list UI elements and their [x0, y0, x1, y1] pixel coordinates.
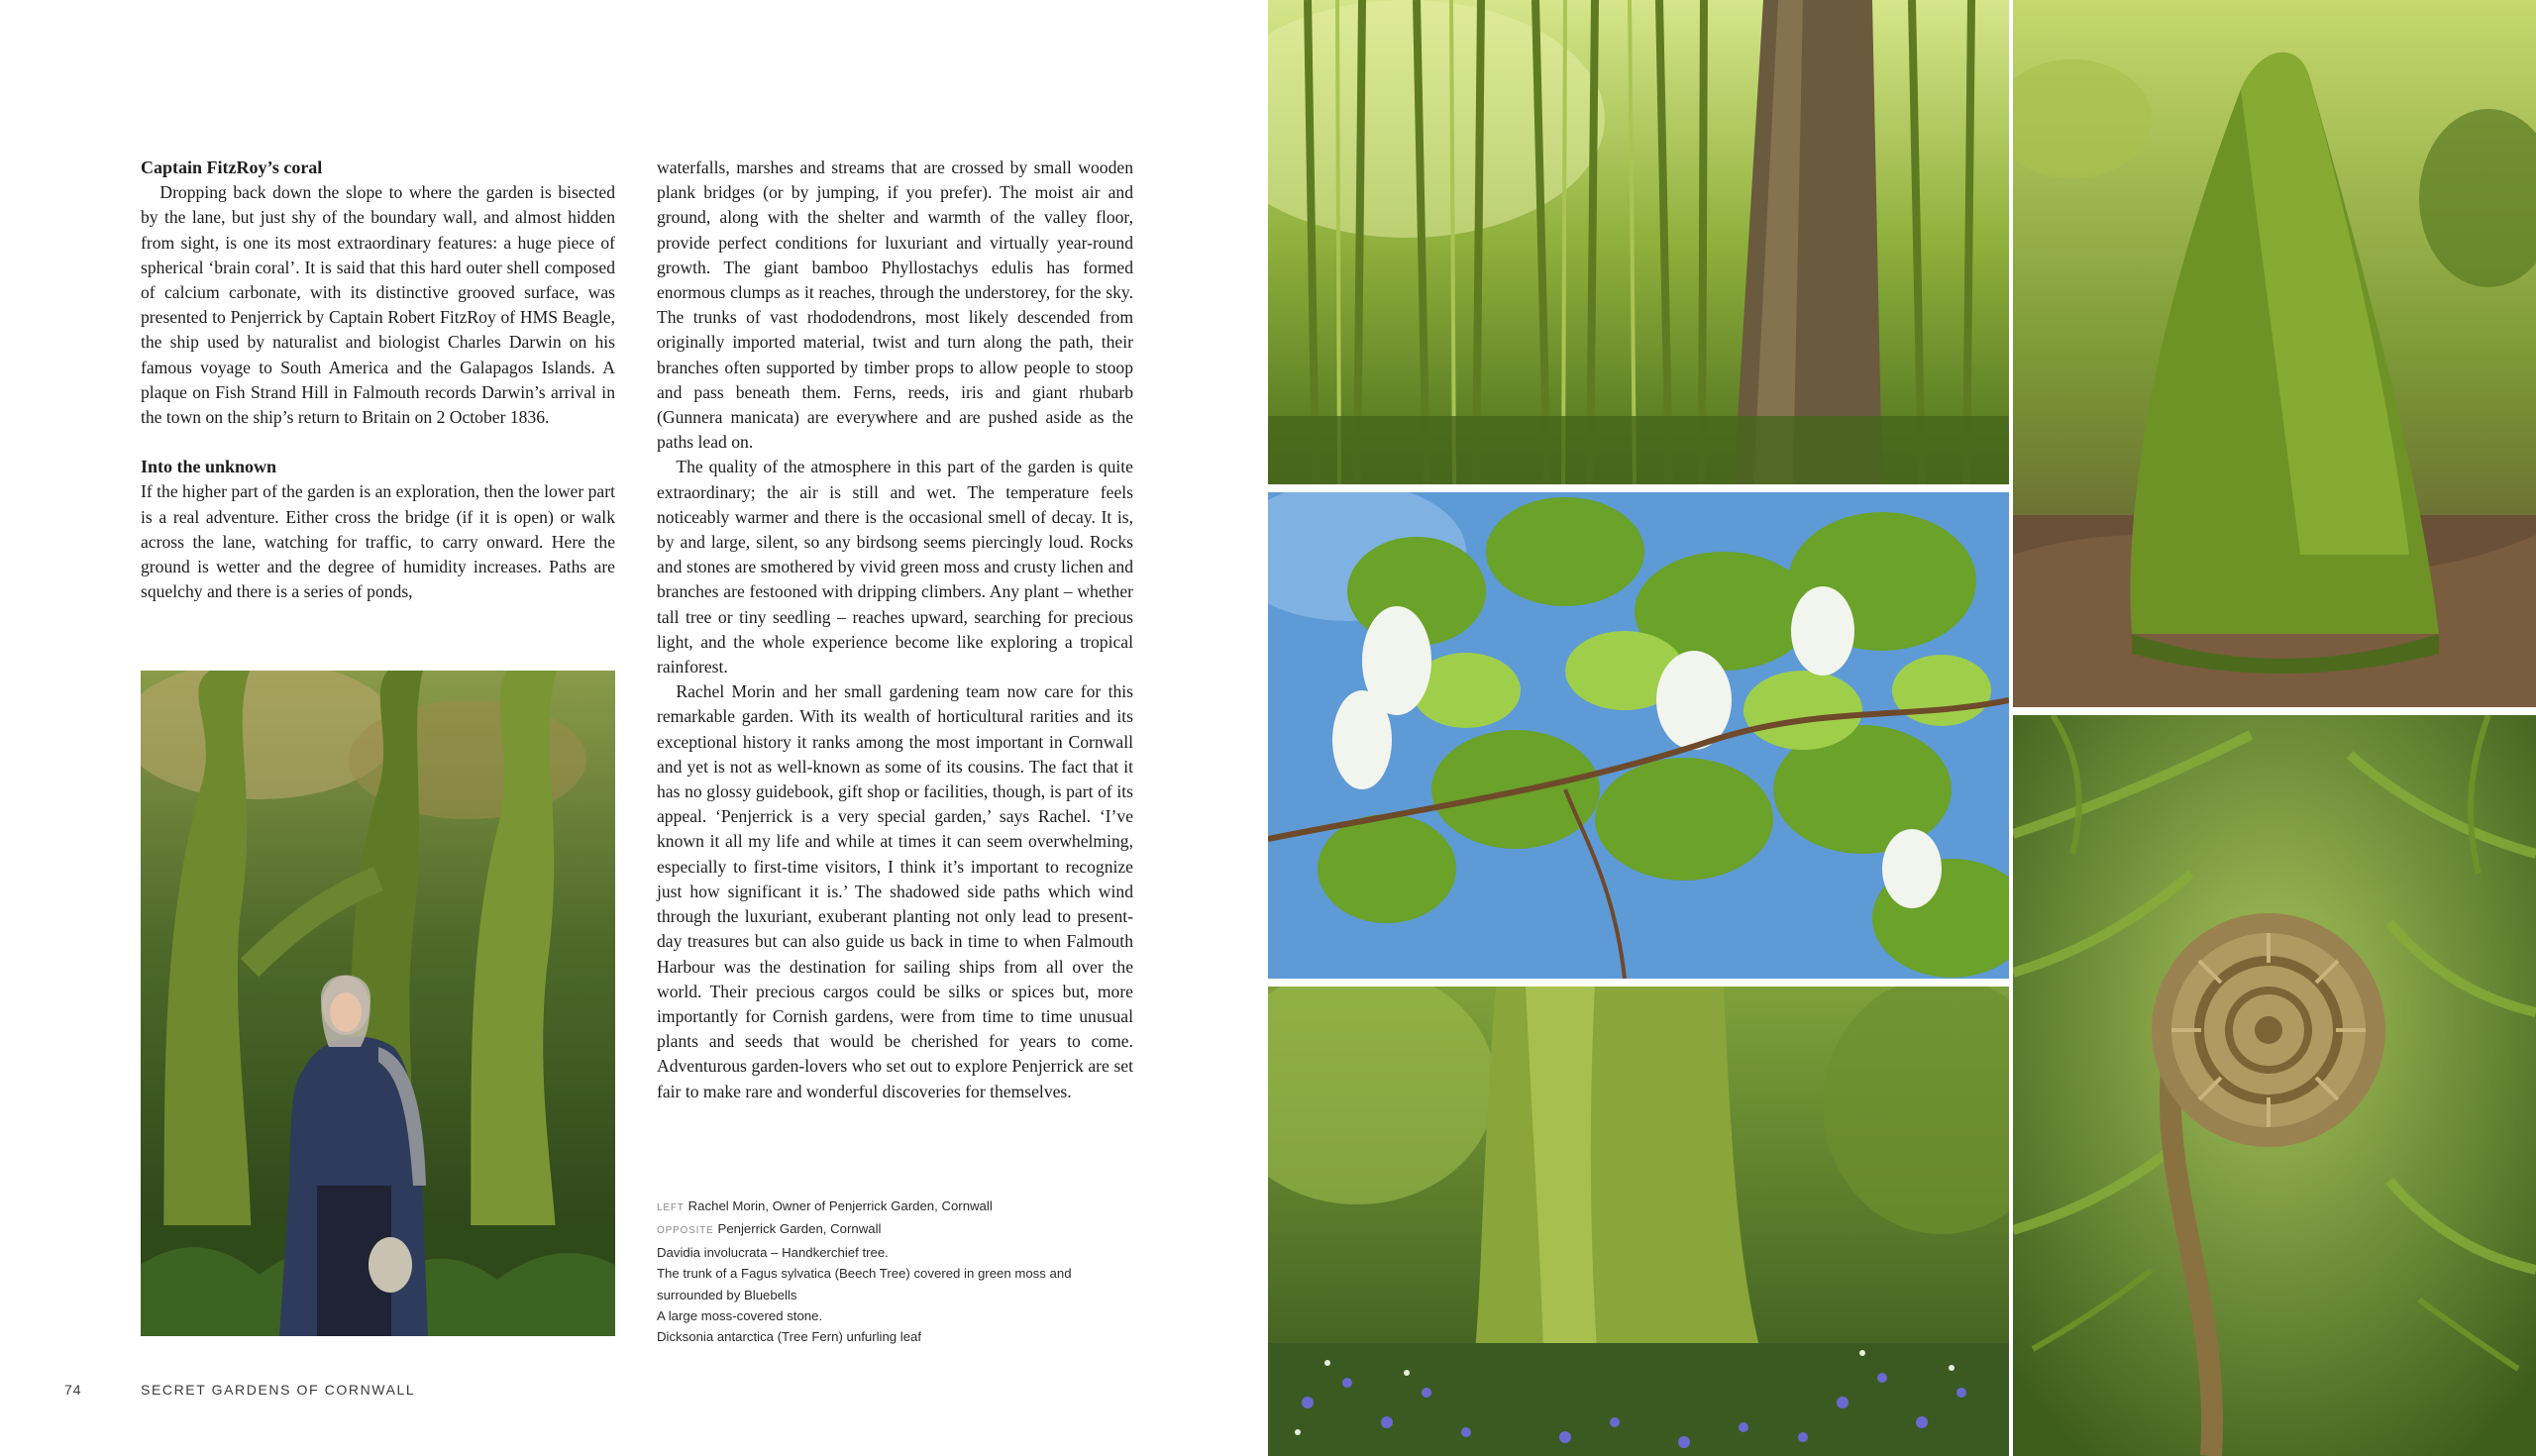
photo-captions — [657, 1196, 1212, 1348]
caption-opposite-text: Penjerrick Garden, Cornwall — [717, 1221, 882, 1237]
page-number: 74 — [64, 1382, 82, 1398]
caption-fern: Dicksonia antarctica (Tree Fern) unfurling leaf — [657, 1329, 922, 1345]
caption-left — [657, 1196, 1212, 1218]
text-column-2 — [657, 156, 1133, 1104]
section-heading-fitzroy: Captain FitzRoy’s coral — [141, 157, 323, 177]
caption-beech-1: The trunk of a Fagus sylvatica (Beech Tree) covered in green moss and — [657, 1266, 1072, 1282]
running-footer-title: SECRET GARDENS OF CORNWALL — [141, 1382, 416, 1398]
paragraph-atmosphere: The quality of the atmosphere in this part of the garden is quite extraordinary; the air is still and wet. The temperature feels noticeably warmer and there is the occasional smell of decay. It is, by and large, silent, so any birdsong seems piercingly loud. Rocks and stones are smothered by vivid green moss and crusty lichen and branches are festooned with dripping climbers. Any plant – whether tall tree or tiny seedling – reaches upward, searching for precious light, and the whole experience become like exploring a tropical rainforest. — [657, 457, 1133, 677]
caption-davidia: Davidia involucrata – Handkerchief tree. — [657, 1244, 889, 1260]
caption-left-text: Rachel Morin, Owner of Penjerrick Garden, Cornwall — [687, 1198, 993, 1213]
photo-moss-stone — [2013, 0, 2536, 707]
photo-tree-fern-frond — [2013, 715, 2536, 1456]
photo-davidia-branch — [1268, 492, 2009, 979]
paragraph-rachel: Rachel Morin and her small gardening team now care for this remarkable garden. With its wealth of horticultural rarities and its exceptional history it ranks among the most important in Cornwall and yet is not as well-known as some of its cousins. The fact that it has no glossy guidebook, gift shop or facilities, though, is part of its appeal. ‘Penjerrick is a very special garden,’ says Rachel. ‘I’ve known it all my life and while at times it can seem overwhelming, especially to first-time visitors, I think it’s important to recognize just how significant it is.’ The shadowed side paths which wind through the luxuriant, exuberant planting not only lead to present-day treasures but can also guide us back in time to when Falmouth Harbour was the destination for sailing ships from all over the world. Their precious cargos could be silks or spices but, more importantly for Cornish gardens, were from time to time unusual plants and seeds that would be cherished for years to come. Adventurous garden-lovers who set out to explore Penjerrick are set fair to make rare and wonderful discoveries for themselves. — [657, 681, 1133, 1101]
photo-bamboo-grove — [1268, 0, 2009, 484]
paragraph-waterfalls: waterfalls, marshes and streams that are crossed by small wooden plank bridges (or by jumping, if you prefer). The moist air and ground, along with the shelter and warmth of the valley floor, provide perfect conditions for luxuriant and virtually year-round growth. The giant bamboo Phyllostachys edulis has formed enormous clumps as it reaches, through the understorey, for the sky. The trunks of vast rhododendrons, most likely descended from originally imported material, twist and turn along the path, their branches often supported by timber props to allow people to stoop and pass beneath them. Ferns, reeds, iris and giant rhubarb (Gunnera manicata) are everywhere and are pushed aside as the paths lead on. — [657, 157, 1133, 453]
caption-tag-opposite: OPPOSITE — [657, 1225, 714, 1237]
photo-rachel-morin — [141, 671, 615, 1336]
section-heading-unknown: Into the unknown — [141, 457, 277, 477]
paragraph-unknown: If the higher part of the garden is an exploration, then the lower part is a real adventure. Either cross the bridge (if it is open) or walk across the lane, watching for traffic, to carry onward. Here the ground is wetter and the degree of humidity increases. Paths are squelchy and there is a series of ponds, — [141, 481, 615, 602]
right-page — [1268, 0, 2536, 1456]
paragraph-fitzroy: Dropping back down the slope to where the garden is bisected by the lane, but just shy of the boundary wall, and almost hidden from sight, is one its most extraordinary features: a huge piece of spherical ‘brain coral’. It is said that this hard outer shell composed of calcium carbonate, with its distinctive grooved surface, was presented to Penjerrick by Captain Robert FitzRoy of HMS Beagle, the ship used by naturalist and biologist Charles Darwin on his famous voyage to South America and the Galapagos Islands. A plaque on Fish Strand Hill in Falmouth records Darwin’s arrival in the town on the ship’s return to Britain on 2 October 1836. — [141, 182, 615, 428]
caption-beech-2: surrounded by Bluebells — [657, 1287, 797, 1302]
photo-beech-trunk-bluebells — [1268, 987, 2009, 1456]
caption-opposite — [657, 1218, 1212, 1241]
caption-stone: A large moss-covered stone. — [657, 1308, 823, 1324]
caption-tag-left: LEFT — [657, 1202, 685, 1213]
text-column-1 — [141, 156, 615, 604]
